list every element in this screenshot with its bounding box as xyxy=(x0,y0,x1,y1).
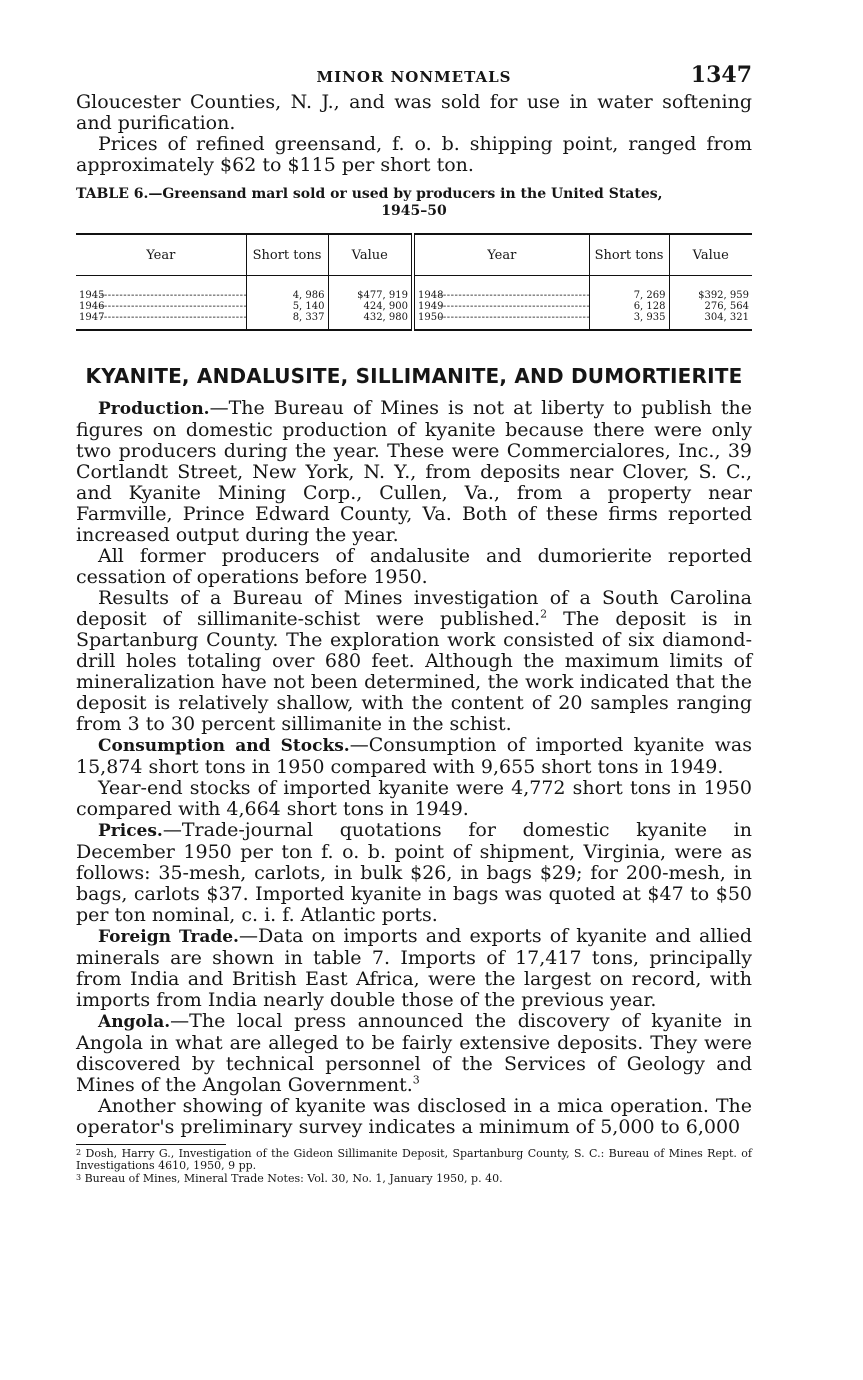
table-row xyxy=(76,312,752,330)
production-heading: Production. xyxy=(98,399,210,419)
section-title: KYANITE, ANDALUSITE, SILLIMANITE, AND DUMORTIERITE xyxy=(85,364,743,388)
table-header-row xyxy=(76,234,752,276)
production-text: —The Bureau of Mines is not at liberty to publish the figures on domestic production of kyanite because there were only two producers during the year. These were Commercialores, Inc., 39 Cortlandt Street, New York, N. Y., from deposits near Clover, S. C., and Kyanite Mining Corp., Cullen, Va., from a property near Farmville, Prince Edward County, Va. Both of these firms reported increased output during the year. xyxy=(76,397,752,546)
table-caption xyxy=(76,186,752,220)
column-header-value: Value xyxy=(669,234,752,276)
results-text-a: Results of a Bureau of Mines investigation of a South Carolina deposit of sillimanite-schist were published. xyxy=(76,587,752,630)
footnote-2-mark: 2 xyxy=(76,1148,82,1157)
intro-paragraph-2: Prices of refined greensand, f. o. b. shipping point, ranged from approximately $62 to $115 per short ton. xyxy=(76,133,752,176)
trade-heading: Foreign Trade. xyxy=(98,927,239,947)
results-text-b: The deposit is in Spartanburg County. The exploration work consisted of six diamond-drill holes totaling over 680 feet. Although the maximum limits of mineralization have not been determined, the work indicated that the deposit is relatively shallow, with the content of 20 samples ranging from 3 to 30 percent sillimanite in the schist. xyxy=(76,608,752,735)
year-cell: 1949 ----- xyxy=(413,301,589,312)
short-tons-cell: 6, 128 xyxy=(589,301,669,312)
value-cell: 276, 564 xyxy=(704,301,749,312)
year-cell: 1945 ----- xyxy=(76,276,246,302)
short-tons-cell: 8, 337 xyxy=(246,312,328,330)
another-paragraph: Another showing of kyanite was disclosed in a mica operation. The operator's preliminary survey indicates a minimum of 5,000 to 6,000 xyxy=(76,1095,752,1138)
table-row xyxy=(76,301,752,312)
value-cell: 304, 321 xyxy=(704,312,749,323)
footnote-divider xyxy=(76,1144,226,1145)
footnote-ref-3: 3 xyxy=(412,1073,420,1087)
production-paragraph xyxy=(76,398,752,546)
footnote-3-mark: 3 xyxy=(76,1173,82,1182)
trade-paragraph xyxy=(76,926,752,1011)
table-row xyxy=(76,276,752,302)
year-cell: 1950 ----- xyxy=(413,312,589,330)
year-cell: 1948 ----- xyxy=(413,276,589,302)
intro-paragraph-1: Gloucester Counties, N. J., and was sold for use in water softening and purification. xyxy=(76,91,752,134)
short-tons-cell: 7, 269 xyxy=(589,276,669,302)
trade-text: —Data on imports and exports of kyanite and allied minerals are shown in table 7. Imports of 17,417 tons, principally from India and British East Africa, were the largest on record, with imports from India nearly double those of the previous year. xyxy=(76,925,752,1011)
andalusite-paragraph: All former producers of andalusite and dumorierite reported cessation of operations before 1950. xyxy=(76,545,752,588)
column-header-value: Value xyxy=(328,234,413,276)
running-head: MINOR NONMETALS xyxy=(316,68,512,86)
footnote-3 xyxy=(76,1172,752,1185)
consumption-text: —Consumption of imported kyanite was 15,874 short tons in 1950 compared with 9,655 short tons in 1949. xyxy=(76,734,753,778)
prices-paragraph xyxy=(76,820,752,926)
year-cell: 1947 ----- xyxy=(76,312,246,330)
footnote-ref-2: 2 xyxy=(540,607,548,621)
table-caption-line-1: TABLE 6.—Greensand marl sold or used by producers in the United States, xyxy=(76,186,663,202)
table-caption-line-2: 1945–50 xyxy=(381,203,447,219)
short-tons-cell: 3, 935 xyxy=(589,312,669,330)
value-cell: 432, 980 xyxy=(328,312,413,330)
short-tons-cell: 4, 986 xyxy=(246,276,328,302)
value-cell: 424, 900 xyxy=(328,301,413,312)
page xyxy=(76,62,752,1185)
value-cell: $477, 919 xyxy=(328,276,413,302)
value-cell: $392, 959 xyxy=(698,290,749,301)
year-cell: 1946 ----- xyxy=(76,301,246,312)
footnote-2-text: Dosh, Harry G., Investigation of the Gideon Sillimanite Deposit, Spartanburg County, S. C.: Bureau of Mines Rept. of Investigations 4610, 1950, 9 pp. xyxy=(76,1147,753,1172)
stocks-paragraph: Year-end stocks of imported kyanite were 4,772 short tons in 1950 compared with 4,664 short tons in 1949. xyxy=(76,777,752,820)
angola-paragraph xyxy=(76,1011,752,1096)
greensand-table xyxy=(76,233,752,331)
footnotes xyxy=(76,1147,752,1185)
column-header-short-tons: Short tons xyxy=(589,234,669,276)
consumption-paragraph xyxy=(76,735,752,778)
angola-heading: Angola. xyxy=(98,1012,171,1032)
short-tons-cell: 5, 140 xyxy=(246,301,328,312)
prices-heading: Prices. xyxy=(98,821,163,841)
prices-text: —Trade-journal quotations for domestic kyanite in December 1950 per ton f. o. b. point of shipment, Virginia, were as follows: 35-mesh, carlots, in bulk $26, in bags $29; for 200-mesh, in bags, carlots $37. Imported kyanite in bags was quoted at $47 to $50 per ton nominal, c. i. f. Atlantic ports. xyxy=(76,819,752,926)
consumption-heading: Consumption and Stocks. xyxy=(98,736,350,756)
page-header xyxy=(76,62,752,92)
column-header-year: Year xyxy=(413,234,589,276)
footnote-2 xyxy=(76,1147,752,1172)
column-header-year: Year xyxy=(76,234,246,276)
footnote-3-text: Bureau of Mines, Mineral Trade Notes: Vol. 30, No. 1, January 1950, p. 40. xyxy=(84,1172,503,1185)
angola-text: —The local press announced the discovery of kyanite in Angola in what are alleged to be fairly extensive deposits. They were discovered by technical personnel of the Services of Geology and Mines of the Angolan Government. xyxy=(76,1010,752,1096)
results-paragraph xyxy=(76,588,752,735)
page-number: 1347 xyxy=(690,62,752,88)
column-header-short-tons: Short tons xyxy=(246,234,328,276)
